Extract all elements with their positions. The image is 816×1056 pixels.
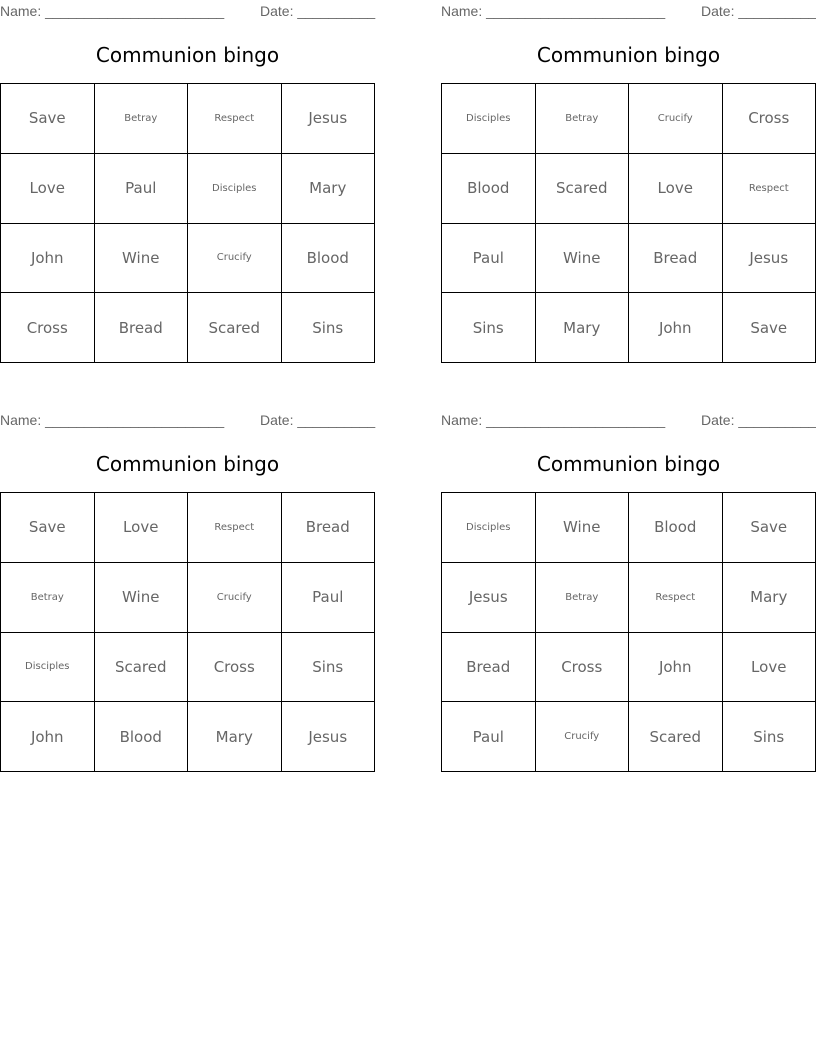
bingo-cell[interactable]: Cross bbox=[1, 293, 95, 363]
card-header-fields bbox=[441, 411, 816, 429]
bingo-grid bbox=[0, 83, 375, 363]
bingo-card-3 bbox=[0, 409, 375, 789]
bingo-cell[interactable]: Betray bbox=[95, 84, 189, 154]
bingo-cell[interactable]: Blood bbox=[442, 154, 536, 224]
bingo-cell[interactable]: Save bbox=[723, 293, 816, 363]
bingo-cell[interactable]: Crucify bbox=[536, 702, 630, 772]
bingo-cell[interactable]: Scared bbox=[536, 154, 630, 224]
date-field[interactable]: Date: __________ bbox=[701, 412, 816, 428]
card-title: Communion bingo bbox=[95, 43, 280, 67]
bingo-card-4 bbox=[441, 409, 816, 789]
bingo-cell[interactable]: John bbox=[629, 633, 723, 703]
name-field[interactable]: Name: _______________________ bbox=[0, 412, 225, 428]
bingo-cell[interactable]: Bread bbox=[629, 224, 723, 294]
bingo-cell[interactable]: Jesus bbox=[723, 224, 816, 294]
bingo-cell[interactable]: Save bbox=[723, 493, 816, 563]
bingo-cell[interactable]: Disciples bbox=[442, 493, 536, 563]
card-title: Communion bingo bbox=[95, 452, 280, 476]
bingo-cell[interactable]: Wine bbox=[95, 563, 189, 633]
name-field[interactable]: Name: _______________________ bbox=[441, 3, 666, 19]
card-title: Communion bingo bbox=[536, 43, 721, 67]
bingo-cell[interactable]: Respect bbox=[723, 154, 816, 224]
bingo-cell[interactable]: Save bbox=[1, 493, 95, 563]
bingo-cell[interactable]: John bbox=[1, 702, 95, 772]
bingo-cell[interactable]: Sins bbox=[723, 702, 816, 772]
bingo-cell[interactable]: Love bbox=[723, 633, 816, 703]
name-field[interactable]: Name: _______________________ bbox=[441, 412, 666, 428]
bingo-cell[interactable]: Crucify bbox=[188, 224, 282, 294]
bingo-cell[interactable]: Jesus bbox=[282, 84, 376, 154]
bingo-cell[interactable]: Mary bbox=[282, 154, 376, 224]
bingo-cell[interactable]: Wine bbox=[536, 224, 630, 294]
date-field[interactable]: Date: __________ bbox=[701, 3, 816, 19]
bingo-cell[interactable]: Blood bbox=[95, 702, 189, 772]
bingo-cell[interactable]: Jesus bbox=[442, 563, 536, 633]
bingo-cell[interactable]: Sins bbox=[282, 633, 376, 703]
bingo-cell[interactable]: Disciples bbox=[442, 84, 536, 154]
bingo-cell[interactable]: Paul bbox=[442, 224, 536, 294]
bingo-cell[interactable]: Betray bbox=[536, 84, 630, 154]
bingo-cell[interactable]: Wine bbox=[95, 224, 189, 294]
bingo-cell[interactable]: Blood bbox=[282, 224, 376, 294]
bingo-cell[interactable]: Scared bbox=[188, 293, 282, 363]
bingo-cell[interactable]: Mary bbox=[536, 293, 630, 363]
bingo-cell[interactable]: John bbox=[629, 293, 723, 363]
bingo-cell[interactable]: Jesus bbox=[282, 702, 376, 772]
bingo-cell[interactable]: Love bbox=[1, 154, 95, 224]
bingo-cell[interactable]: Cross bbox=[188, 633, 282, 703]
bingo-cell[interactable]: Respect bbox=[629, 563, 723, 633]
bingo-cell[interactable]: Love bbox=[95, 493, 189, 563]
bingo-cell[interactable]: Bread bbox=[442, 633, 536, 703]
bingo-cell[interactable]: Scared bbox=[95, 633, 189, 703]
bingo-cell[interactable]: Bread bbox=[95, 293, 189, 363]
bingo-cell[interactable]: Disciples bbox=[1, 633, 95, 703]
bingo-cell[interactable]: Respect bbox=[188, 84, 282, 154]
bingo-cell[interactable]: Cross bbox=[536, 633, 630, 703]
bingo-cell[interactable]: Blood bbox=[629, 493, 723, 563]
bingo-grid bbox=[0, 492, 375, 772]
bingo-cell[interactable]: Respect bbox=[188, 493, 282, 563]
bingo-cell[interactable]: Wine bbox=[536, 493, 630, 563]
card-header-fields bbox=[0, 411, 375, 429]
bingo-cell[interactable]: Crucify bbox=[629, 84, 723, 154]
bingo-cell[interactable]: Paul bbox=[95, 154, 189, 224]
bingo-cell[interactable]: Disciples bbox=[188, 154, 282, 224]
bingo-cell[interactable]: Love bbox=[629, 154, 723, 224]
date-field[interactable]: Date: __________ bbox=[260, 3, 376, 19]
bingo-cell[interactable]: Save bbox=[1, 84, 95, 154]
bingo-cell[interactable]: Mary bbox=[723, 563, 816, 633]
bingo-cell[interactable]: Paul bbox=[442, 702, 536, 772]
bingo-cell[interactable]: Scared bbox=[629, 702, 723, 772]
bingo-cell[interactable]: Sins bbox=[442, 293, 536, 363]
bingo-cell[interactable]: Bread bbox=[282, 493, 376, 563]
card-title: Communion bingo bbox=[536, 452, 721, 476]
bingo-cell[interactable]: Crucify bbox=[188, 563, 282, 633]
bingo-grid bbox=[441, 492, 816, 772]
bingo-card-1 bbox=[0, 0, 375, 380]
card-header-fields bbox=[441, 2, 816, 20]
name-field[interactable]: Name: _______________________ bbox=[0, 3, 225, 19]
bingo-cell[interactable]: John bbox=[1, 224, 95, 294]
bingo-card-2 bbox=[441, 0, 816, 380]
bingo-cell[interactable]: Betray bbox=[1, 563, 95, 633]
bingo-grid bbox=[441, 83, 816, 363]
bingo-cell[interactable]: Mary bbox=[188, 702, 282, 772]
bingo-cell[interactable]: Paul bbox=[282, 563, 376, 633]
card-header-fields bbox=[0, 2, 375, 20]
bingo-cell[interactable]: Betray bbox=[536, 563, 630, 633]
bingo-cell[interactable]: Cross bbox=[723, 84, 816, 154]
date-field[interactable]: Date: __________ bbox=[260, 412, 376, 428]
bingo-cell[interactable]: Sins bbox=[282, 293, 376, 363]
